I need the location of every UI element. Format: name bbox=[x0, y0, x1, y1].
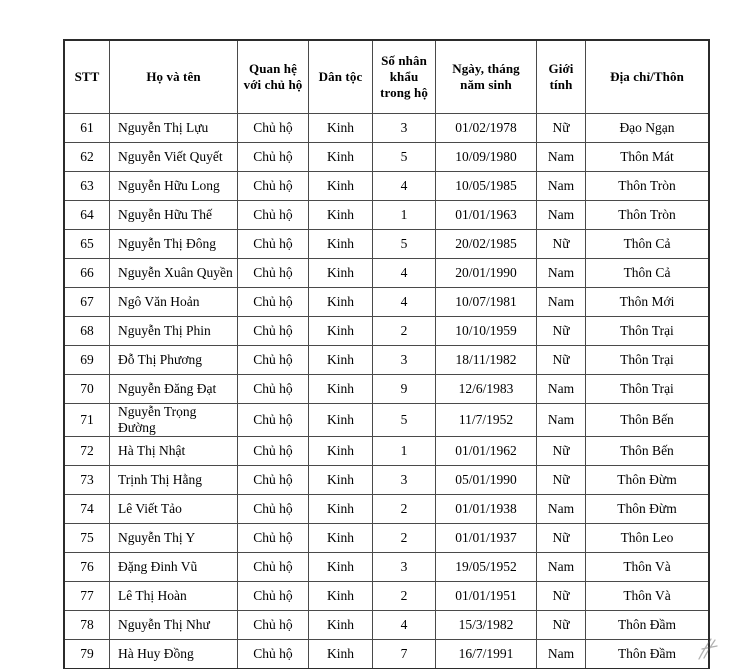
cell-ethnicity: Kinh bbox=[309, 230, 373, 259]
cell-ethnicity: Kinh bbox=[309, 495, 373, 524]
cell-relation: Chủ hộ bbox=[238, 466, 309, 495]
cell-relation: Chủ hộ bbox=[238, 288, 309, 317]
cell-gender: Nữ bbox=[537, 317, 586, 346]
cell-relation: Chủ hộ bbox=[238, 230, 309, 259]
cell-date-of-birth: 16/7/1991 bbox=[436, 640, 537, 669]
cell-household-size: 5 bbox=[373, 143, 436, 172]
cell-name: Nguyễn Xuân Quyền bbox=[110, 259, 238, 288]
cell-relation: Chủ hộ bbox=[238, 114, 309, 143]
cell-date-of-birth: 01/01/1938 bbox=[436, 495, 537, 524]
cell-gender: Nữ bbox=[537, 611, 586, 640]
table-row bbox=[65, 172, 709, 201]
cell-date-of-birth: 11/7/1952 bbox=[436, 404, 537, 437]
cell-relation: Chủ hộ bbox=[238, 524, 309, 553]
cell-name: Nguyễn Đăng Đạt bbox=[110, 375, 238, 404]
cell-household-size: 2 bbox=[373, 582, 436, 611]
table-row bbox=[65, 114, 709, 143]
cell-stt: 67 bbox=[65, 288, 110, 317]
cell-ethnicity: Kinh bbox=[309, 375, 373, 404]
cell-date-of-birth: 15/3/1982 bbox=[436, 611, 537, 640]
cell-relation: Chủ hộ bbox=[238, 346, 309, 375]
column-header-ethnicity bbox=[309, 41, 373, 114]
cell-stt: 74 bbox=[65, 495, 110, 524]
cell-stt: 77 bbox=[65, 582, 110, 611]
table-header bbox=[65, 41, 709, 114]
cell-ethnicity: Kinh bbox=[309, 201, 373, 230]
cell-date-of-birth: 01/01/1951 bbox=[436, 582, 537, 611]
cell-name: Đặng Đinh Vũ bbox=[110, 553, 238, 582]
cell-relation: Chủ hộ bbox=[238, 317, 309, 346]
cell-address-village: Thôn Mới bbox=[586, 288, 709, 317]
cell-gender: Nữ bbox=[537, 466, 586, 495]
cell-stt: 62 bbox=[65, 143, 110, 172]
cell-household-size: 2 bbox=[373, 495, 436, 524]
cell-household-size: 2 bbox=[373, 524, 436, 553]
cell-stt: 72 bbox=[65, 437, 110, 466]
cell-ethnicity: Kinh bbox=[309, 524, 373, 553]
cell-name: Ngô Văn Hoản bbox=[110, 288, 238, 317]
cell-relation: Chủ hộ bbox=[238, 640, 309, 669]
column-header-date-of-birth bbox=[436, 41, 537, 114]
cell-household-size: 4 bbox=[373, 288, 436, 317]
cell-name: Nguyễn Thị Như bbox=[110, 611, 238, 640]
cell-relation: Chủ hộ bbox=[238, 201, 309, 230]
column-header-household-size-label-line3: trong hộ bbox=[380, 85, 428, 101]
table-row bbox=[65, 553, 709, 582]
cell-gender: Nữ bbox=[537, 524, 586, 553]
cell-ethnicity: Kinh bbox=[309, 259, 373, 288]
cell-stt: 76 bbox=[65, 553, 110, 582]
table-row bbox=[65, 201, 709, 230]
cell-date-of-birth: 01/01/1963 bbox=[436, 201, 537, 230]
column-header-gender-label-line2: tính bbox=[549, 77, 573, 92]
column-header-household-size-label-line2: khẩu bbox=[389, 68, 419, 84]
cell-ethnicity: Kinh bbox=[309, 582, 373, 611]
cell-name: Nguyễn Hữu Long bbox=[110, 172, 238, 201]
column-header-address-village-label: Địa chỉ/Thôn bbox=[610, 68, 684, 84]
cell-relation: Chủ hộ bbox=[238, 172, 309, 201]
cell-stt: 66 bbox=[65, 259, 110, 288]
cell-household-size: 3 bbox=[373, 346, 436, 375]
cell-address-village: Thôn Và bbox=[586, 553, 709, 582]
cell-household-size: 4 bbox=[373, 172, 436, 201]
table-row bbox=[65, 524, 709, 553]
table-row bbox=[65, 375, 709, 404]
cell-gender: Nữ bbox=[537, 346, 586, 375]
cell-name: Đỗ Thị Phương bbox=[110, 346, 238, 375]
cell-ethnicity: Kinh bbox=[309, 288, 373, 317]
cell-gender: Nữ bbox=[537, 230, 586, 259]
cell-ethnicity: Kinh bbox=[309, 640, 373, 669]
cell-name: Nguyễn Thị Phin bbox=[110, 317, 238, 346]
cell-gender: Nam bbox=[537, 288, 586, 317]
column-header-relation-label-line2: với chủ hộ bbox=[243, 77, 303, 92]
cell-date-of-birth: 10/09/1980 bbox=[436, 143, 537, 172]
cell-name: Nguyễn Thị Lựu bbox=[110, 114, 238, 143]
cell-gender: Nữ bbox=[537, 582, 586, 611]
cell-date-of-birth: 01/02/1978 bbox=[436, 114, 537, 143]
cell-address-village: Đạo Ngạn bbox=[586, 114, 709, 143]
cell-relation: Chủ hộ bbox=[238, 582, 309, 611]
table-row bbox=[65, 259, 709, 288]
cell-relation: Chủ hộ bbox=[238, 259, 309, 288]
cell-date-of-birth: 20/01/1990 bbox=[436, 259, 537, 288]
cell-stt: 63 bbox=[65, 172, 110, 201]
cell-relation: Chủ hộ bbox=[238, 375, 309, 404]
cell-name: Hà Thị Nhật bbox=[110, 437, 238, 466]
cell-relation: Chủ hộ bbox=[238, 495, 309, 524]
cell-address-village: Thôn Đầm bbox=[586, 611, 709, 640]
table-row bbox=[65, 582, 709, 611]
table-row bbox=[65, 466, 709, 495]
column-header-relation-label-line1: Quan hệ bbox=[248, 60, 298, 76]
table-row bbox=[65, 288, 709, 317]
cell-date-of-birth: 10/07/1981 bbox=[436, 288, 537, 317]
cell-name: Nguyễn Hữu Thế bbox=[110, 201, 238, 230]
cell-address-village: Thôn Đầm bbox=[586, 640, 709, 669]
cell-date-of-birth: 10/10/1959 bbox=[436, 317, 537, 346]
cell-household-size: 4 bbox=[373, 611, 436, 640]
cell-household-size: 2 bbox=[373, 317, 436, 346]
cell-gender: Nam bbox=[537, 553, 586, 582]
table-body bbox=[65, 114, 709, 669]
cell-gender: Nam bbox=[537, 259, 586, 288]
table-row bbox=[65, 640, 709, 669]
cell-ethnicity: Kinh bbox=[309, 114, 373, 143]
cell-date-of-birth: 20/02/1985 bbox=[436, 230, 537, 259]
cell-date-of-birth: 05/01/1990 bbox=[436, 466, 537, 495]
cell-name: Nguyễn Viết Quyết bbox=[110, 143, 238, 172]
table-row bbox=[65, 404, 709, 437]
table-row bbox=[65, 230, 709, 259]
cell-address-village: Thôn Trại bbox=[586, 317, 709, 346]
cell-household-size: 9 bbox=[373, 375, 436, 404]
column-header-stt bbox=[65, 41, 110, 114]
cell-household-size: 1 bbox=[373, 201, 436, 230]
cell-date-of-birth: 12/6/1983 bbox=[436, 375, 537, 404]
cell-name: Trịnh Thị Hằng bbox=[110, 466, 238, 495]
cell-name: Hà Huy Đồng bbox=[110, 640, 238, 669]
cell-gender: Nam bbox=[537, 172, 586, 201]
cell-household-size: 1 bbox=[373, 437, 436, 466]
cell-date-of-birth: 10/05/1985 bbox=[436, 172, 537, 201]
cell-address-village: Thôn Trại bbox=[586, 375, 709, 404]
cell-address-village: Thôn Leo bbox=[586, 524, 709, 553]
cell-stt: 78 bbox=[65, 611, 110, 640]
cell-gender: Nam bbox=[537, 495, 586, 524]
cell-address-village: Thôn Tròn bbox=[586, 172, 709, 201]
cell-name: Nguyễn Thị Y bbox=[110, 524, 238, 553]
cell-relation: Chủ hộ bbox=[238, 553, 309, 582]
table-row bbox=[65, 437, 709, 466]
cell-ethnicity: Kinh bbox=[309, 346, 373, 375]
cell-ethnicity: Kinh bbox=[309, 404, 373, 437]
cell-stt: 79 bbox=[65, 640, 110, 669]
cell-relation: Chủ hộ bbox=[238, 404, 309, 437]
cell-ethnicity: Kinh bbox=[309, 317, 373, 346]
cell-relation: Chủ hộ bbox=[238, 143, 309, 172]
cell-address-village: Thôn Tròn bbox=[586, 201, 709, 230]
column-header-name bbox=[110, 41, 238, 114]
cell-stt: 68 bbox=[65, 317, 110, 346]
cell-stt: 70 bbox=[65, 375, 110, 404]
cell-gender: Nam bbox=[537, 143, 586, 172]
cell-address-village: Thôn Và bbox=[586, 582, 709, 611]
cell-ethnicity: Kinh bbox=[309, 611, 373, 640]
cell-household-size: 4 bbox=[373, 259, 436, 288]
cell-household-size: 7 bbox=[373, 640, 436, 669]
column-header-gender-label-line1: Giới bbox=[548, 60, 574, 76]
cell-household-size: 5 bbox=[373, 230, 436, 259]
cell-address-village: Thôn Trại bbox=[586, 346, 709, 375]
table-row bbox=[65, 495, 709, 524]
cell-date-of-birth: 01/01/1937 bbox=[436, 524, 537, 553]
cell-gender: Nữ bbox=[537, 437, 586, 466]
cell-household-size: 3 bbox=[373, 553, 436, 582]
cell-gender: Nam bbox=[537, 375, 586, 404]
cell-stt: 71 bbox=[65, 404, 110, 437]
column-header-date-of-birth-label-line1: Ngày, tháng bbox=[452, 60, 520, 76]
column-header-household-size bbox=[373, 41, 436, 114]
cell-stt: 69 bbox=[65, 346, 110, 375]
cell-relation: Chủ hộ bbox=[238, 437, 309, 466]
cell-gender: Nam bbox=[537, 404, 586, 437]
cell-address-village: Thôn Mát bbox=[586, 143, 709, 172]
cell-ethnicity: Kinh bbox=[309, 466, 373, 495]
cell-address-village: Thôn Đừm bbox=[586, 495, 709, 524]
column-header-household-size-label-line1: Số nhân bbox=[381, 52, 427, 68]
column-header-name-label: Họ và tên bbox=[146, 68, 201, 84]
cell-date-of-birth: 19/05/1952 bbox=[436, 553, 537, 582]
table-row bbox=[65, 611, 709, 640]
cell-name: Lê Viết Tảo bbox=[110, 495, 238, 524]
cell-ethnicity: Kinh bbox=[309, 143, 373, 172]
cell-stt: 64 bbox=[65, 201, 110, 230]
cell-gender: Nam bbox=[537, 640, 586, 669]
cell-household-size: 3 bbox=[373, 466, 436, 495]
table-row bbox=[65, 317, 709, 346]
cell-date-of-birth: 18/11/1982 bbox=[436, 346, 537, 375]
household-roster-table bbox=[64, 40, 709, 669]
cell-gender: Nam bbox=[537, 201, 586, 230]
cell-name: Lê Thị Hoàn bbox=[110, 582, 238, 611]
column-header-address-village bbox=[586, 41, 709, 114]
cell-date-of-birth: 01/01/1962 bbox=[436, 437, 537, 466]
cell-household-size: 5 bbox=[373, 404, 436, 437]
cell-relation: Chủ hộ bbox=[238, 611, 309, 640]
cell-name: Nguyễn Thị Đông bbox=[110, 230, 238, 259]
column-header-ethnicity-label: Dân tộc bbox=[318, 68, 363, 84]
column-header-gender bbox=[537, 41, 586, 114]
table-header-row bbox=[65, 41, 709, 114]
cell-address-village: Thôn Bến bbox=[586, 404, 709, 437]
table-row bbox=[65, 143, 709, 172]
handwritten-initial-mark-icon bbox=[693, 637, 733, 661]
cell-ethnicity: Kinh bbox=[309, 553, 373, 582]
cell-address-village: Thôn Cả bbox=[586, 230, 709, 259]
cell-address-village: Thôn Cả bbox=[586, 259, 709, 288]
household-roster-table-wrapper bbox=[64, 40, 700, 669]
column-header-stt-label: STT bbox=[74, 68, 100, 84]
cell-ethnicity: Kinh bbox=[309, 437, 373, 466]
cell-stt: 65 bbox=[65, 230, 110, 259]
cell-gender: Nữ bbox=[537, 114, 586, 143]
cell-name: Nguyễn Trọng Đường bbox=[110, 404, 238, 437]
table-row bbox=[65, 346, 709, 375]
cell-address-village: Thôn Bến bbox=[586, 437, 709, 466]
cell-ethnicity: Kinh bbox=[309, 172, 373, 201]
cell-stt: 61 bbox=[65, 114, 110, 143]
cell-stt: 75 bbox=[65, 524, 110, 553]
cell-stt: 73 bbox=[65, 466, 110, 495]
cell-address-village: Thôn Đừm bbox=[586, 466, 709, 495]
column-header-date-of-birth-label-line2: năm sinh bbox=[460, 77, 512, 92]
cell-household-size: 3 bbox=[373, 114, 436, 143]
column-header-relation bbox=[238, 41, 309, 114]
